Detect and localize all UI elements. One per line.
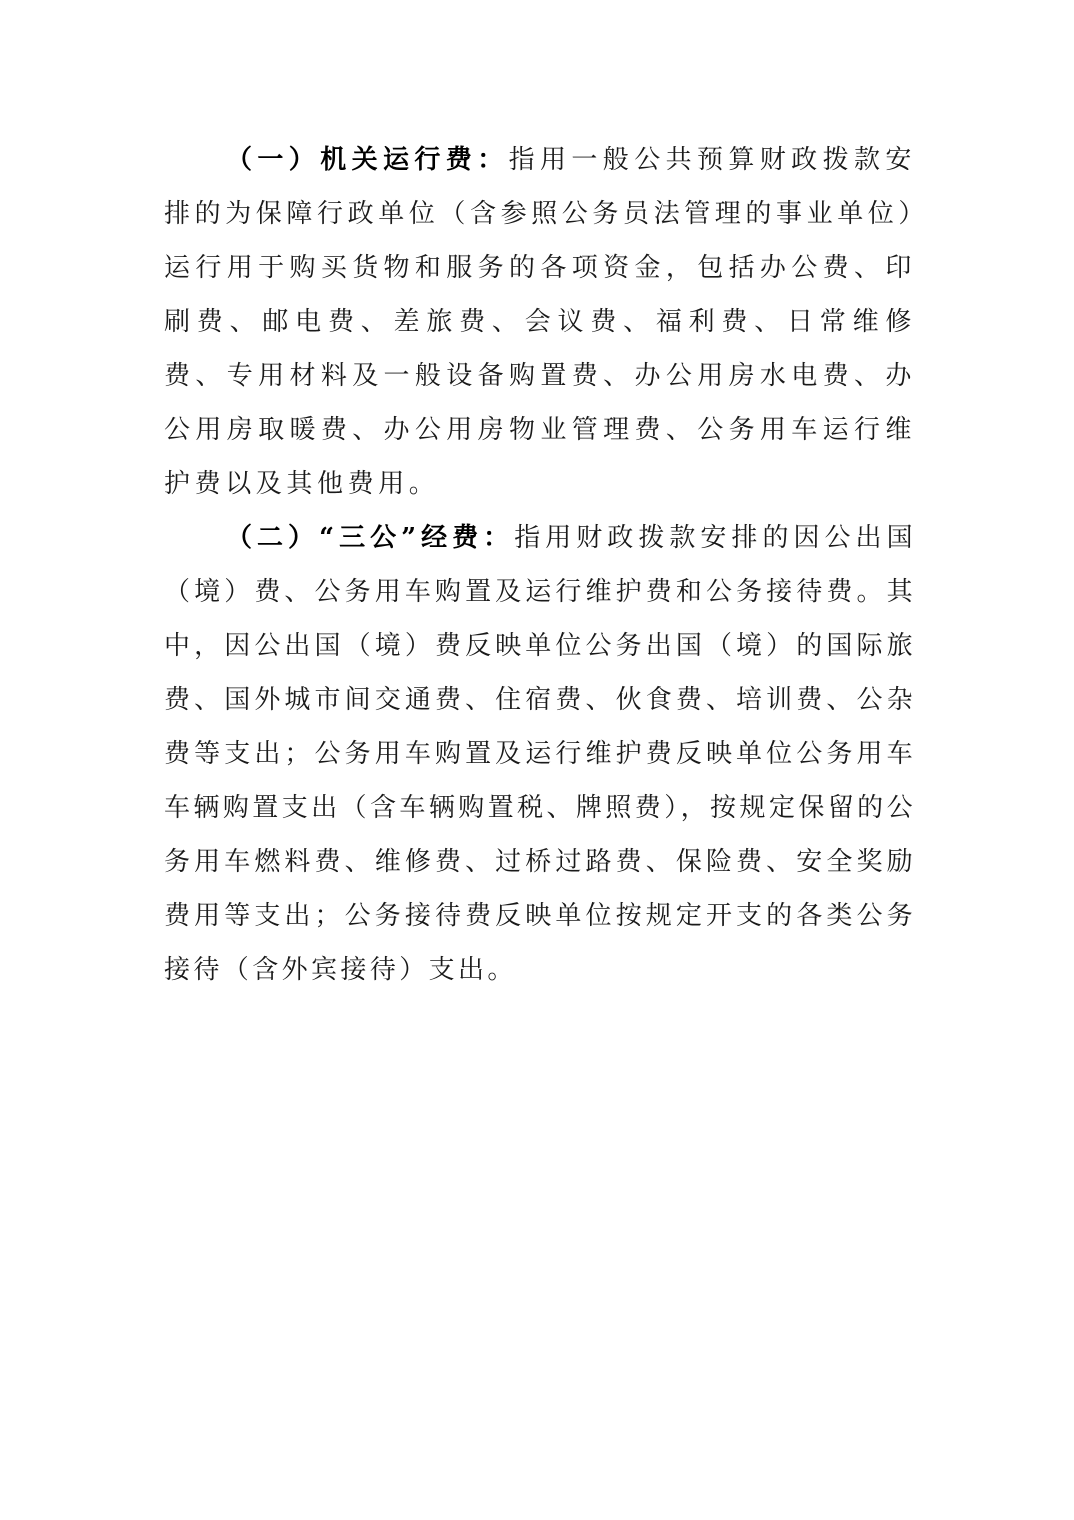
section-text: 指用一般公共预算财政拨款安排的为保障行政单位（含参照公务员法管理的事业单位）运行用于购买货物和服务的各项资金，包括办公费、印刷费、邮电费、差旅费、会议费、福利费、日常维修费、专用材料及一般设备购置费、办公用房水电费、办公用房取暖费、办公用房物业管理费、公务用车运行维护费以及其他费用。 [164, 145, 917, 499]
paragraph-administrative-operating-expenses [164, 133, 916, 511]
document-body [164, 133, 916, 997]
section-heading: （二）“三公”经费： [226, 523, 515, 553]
paragraph-three-public-expenses [164, 511, 916, 997]
section-text: 指用财政拨款安排的因公出国（境）费、公务用车购置及运行维护费和公务接待费。其中，因公出国（境）费反映单位公务出国（境）的国际旅费、国外城市间交通费、住宿费、伙食费、培训费、公杂费等支出；公务用车购置及运行维护费反映单位公务用车车辆购置支出（含车辆购置税、牌照费），按规定保留的公务用车燃料费、维修费、过桥过路费、保险费、安全奖励费用等支出；公务接待费反映单位按规定开支的各类公务接待（含外宾接待）支出。 [164, 523, 916, 985]
section-heading: （一）机关运行费： [226, 145, 509, 175]
